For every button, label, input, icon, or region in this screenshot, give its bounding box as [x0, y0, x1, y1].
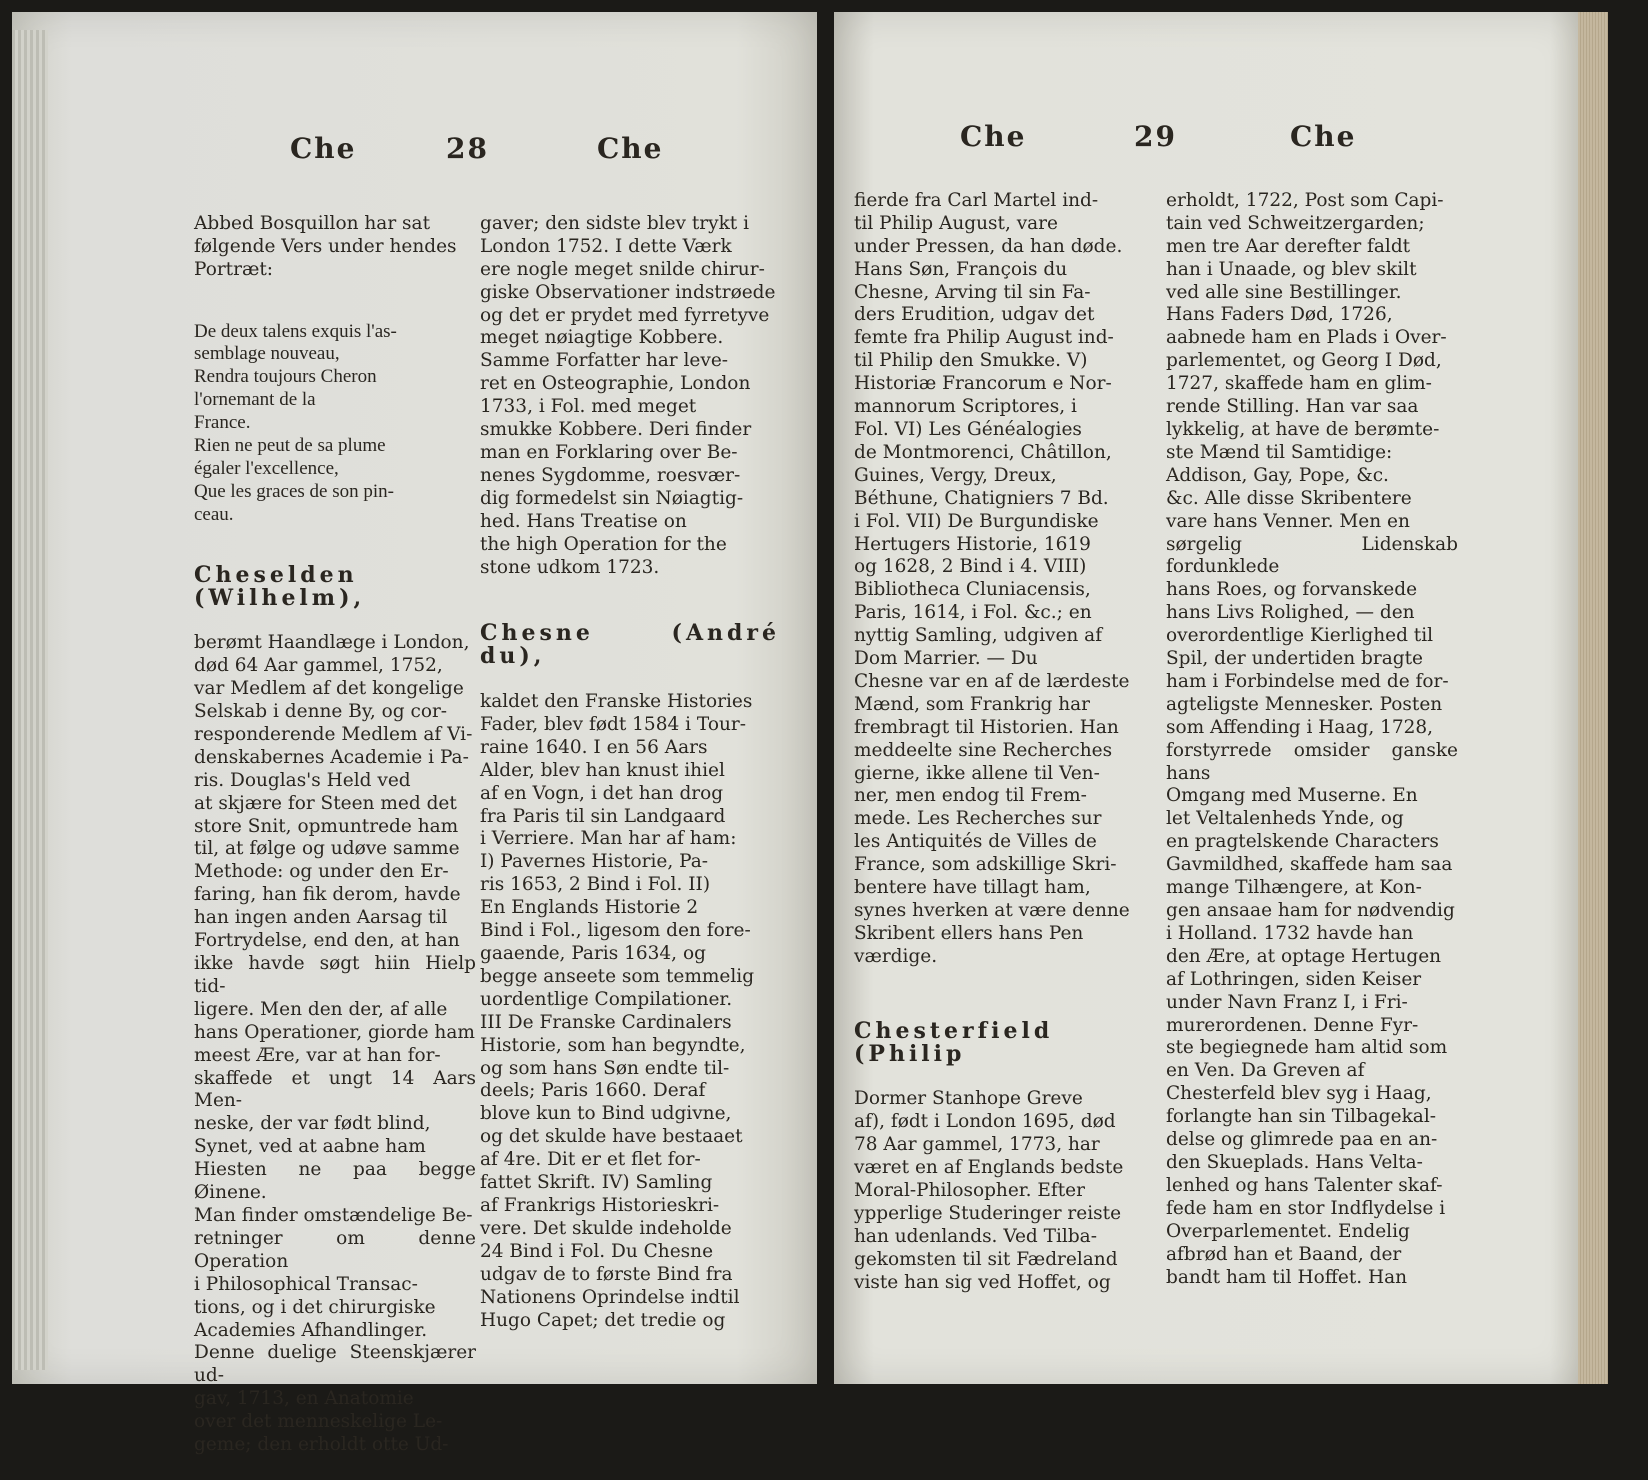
verse-quote: De deux talens exquis l'as- semblage nouveau, Rendra toujours Cheron l'ornemant de la France. Rien ne peut de sa plume égaler l'excellence, Que les graces de son pin- ceau. [194, 320, 397, 525]
page-edges-right [1578, 12, 1608, 1384]
page-number-right: 29 [1134, 120, 1177, 153]
entry-text-continued: erholdt, 1722, Post som Capi- tain ved Schweitzergarden; men tre Aar derefter faldt han i Unaade, og blev skilt ved alle sine Bestillinger. Hans Faders Død, 1726, aabnede ham en Plads i Over- parlementet, og Georg I Død, 1727, skaffede ham en glim- rende Stilling. Han var saa lykkelig, at have de berømte- ste Mænd til Samtidige: Addison, Gay, Pope, &c. &c. Alle disse Skribentere vare hans Venner. Men en sørgelig Lidenskab fordunklede hans Roes, og forvanskede hans Livs Rolighed, — den overordentlige Kierlighed til Spil, der undertiden bragte ham i Forbindelse med de for- agteligste Mennesker. Posten som Affending i Haag, 1728, forstyrrede omsider ganske hans Omgang med Muserne. En let Veltalenheds Ynde, og en pragtelskende Characters Gavmildhed, skaffede ham saa mange Tilhængere, at Kon- gen ansaae ham for nødvendig i Holland. 1732 havde han den Ære, at optage Hertugen af Lothringen, siden Keiser under Navn Franz I, i Fri- murerordenen. Denne Fyr- ste begiegnede ham altid som en Ven. Da Greven af Chesterfeld blev syg i Haag, forlangte han sin Tilbagekal- delse og glimrede paa en an- den Skueplads. Hans Velta- lenhed og hans Talenter skaf- fede ham en stor Indflydelse i Overparlementet. Endelig afbrød han et Baand, der bandt ham til Hoffet. Han [1166, 189, 1458, 1288]
page-edges-left [12, 30, 48, 1370]
entry-text: berømt Haandlæge i London, død 64 Aar gammel, 1752, var Medlem af det kongelige Selskab i denne By, og cor- responderende Medlem af Vi- denskabernes Academie i Pa- ris. Douglas's Held ved at skjære for Steen med det store Snit, opmuntrede ham til, at følge og udøve samme Methode: og under den Er- faring, han fik derom, havde han ingen anden Aarsag til Fortrydelse, end den, at han ikke havde søgt hiin Hielp tid- ligere. Men den der, af alle hans Operationer, giorde ham meest Ære, var at han for- skaffede et ungt 14 Aars Men- neske, der var født blind, Synet, ved at aabne ham Hiesten ne paa begge Øinene. Man finder omstændelige Be- retninger om denne Operation i Philosophical Transac- tions, og i det chirurgiske Academies Afhandlinger. Denne duelige Steenskjærer ud- gav, 1713, en Anatomie over det menneskelige Le- geme; den erholdt otte Ud- [194, 632, 476, 1456]
running-head-left: Che [290, 132, 357, 165]
running-head-right: Che [597, 132, 664, 165]
entry-text: Dormer Stanhope Greve af), født i London 1695, død 78 Aar gammel, 1773, har været en af Englands bedste Moral-Philosopher. Efter ypperlige Studeringer reiste han udenlands. Ved Tilba- gekomsten til sit Fædreland viste han sig ved Hoffet, og [854, 1088, 1124, 1293]
entry-text: kaldet den Franske Histories Fader, blev født 1584 i Tour- raine 1640. I en 56 Aars Alder, blev han knust ihiel af en Vogn, i det han drog fra Paris til sin Landgaard i Verriere. Man har af ham: I) Pavernes Historie, Pa- ris 1653, 2 Bind i Fol. II) En Englands Historie 2 Bind i Fol., ligesom den fore- gaaende, Paris 1634, og begge anseete som temmelig uordentlige Compilationer. III De Franske Cardinalers Historie, som han begyndte, og som hans Søn endte til- deels; Paris 1660. Deraf blove kun to Bind udgivne, og det skulde have bestaaet af 4re. Dit er et flet for- fattet Skrift. IV) Samling af Frankrigs Historieskri- vere. Det skulde indeholde 24 Bind i Fol. Du Chesne udgav de to første Bind fra Nationens Oprindelse indtil Hugo Capet; det tredie og [480, 691, 755, 1331]
entry-heading: Cheselden (Wilhelm), [194, 561, 366, 611]
right-column-2 [1166, 167, 1458, 1312]
entry-heading: Chesne (André du), [480, 620, 780, 670]
entry-text-continued: gaver; den sidste blev trykt i London 1752. I dette Værk ere nogle meget snilde chirur- giske Observationer indstrøede og det er prydet med fyrretyve meget nøiagtige Kobbere. Samme Forfatter har leve- ret en Osteographie, London 1733, i Fol. med meget smukke Kobbere. Deri finder man en Forklaring over Be- nenes Sygdomme, roesvær- dig formedelst sin Nøiagtig- hed. Hans Treatise on the high Operation for the stone udkom 1723. [480, 212, 776, 578]
right-page [834, 12, 1580, 1384]
right-column-1 [854, 167, 1132, 1317]
left-page [12, 12, 817, 1456]
entry-heading: Chesterfield (Philip [854, 1017, 1054, 1067]
left-column-1 [194, 190, 476, 1480]
left-column-2 [480, 190, 780, 1355]
page-number-left: 28 [446, 132, 489, 165]
intro-text: Abbed Bosquillon har sat følgende Vers under hendes Portræt: [194, 212, 457, 280]
running-head-right: Che [1290, 120, 1357, 153]
running-head-left: Che [960, 120, 1027, 153]
entry-text-continued: fierde fra Carl Martel ind- til Philip August, vare under Pressen, da han døde. Hans Søn, François du Chesne, Arving til sin Fa- ders Erudition, udgav det femte fra Philip August ind- til Philip den Smukke. V) Historiæ Francorum e Nor- mannorum Scriptores, i Fol. VI) Les Généalogies de Montmorenci, Châtillon, Guines, Vergy, Dreux, Béthune, Chatigniers 7 Bd. i Fol. VII) De Burgundiske Hertugers Historie, 1619 og 1628, 2 Bind i 4. VIII) Bibliotheca Cluniacensis, Paris, 1614, i Fol. &c.; en nyttig Samling, udgiven af Dom Marrier. — Du Chesne var en af de lærdeste Mænd, som Frankrig har frembragt til Historien. Han meddeelte sine Recherches gierne, ikke allene til Ven- ner, men endog til Frem- mede. Les Recherches sur les Antiquités de Villes de France, som adskillige Skri- bentere have tillagt ham, synes hverken at være denne Skribent ellers hans Pen værdige. [854, 189, 1130, 967]
